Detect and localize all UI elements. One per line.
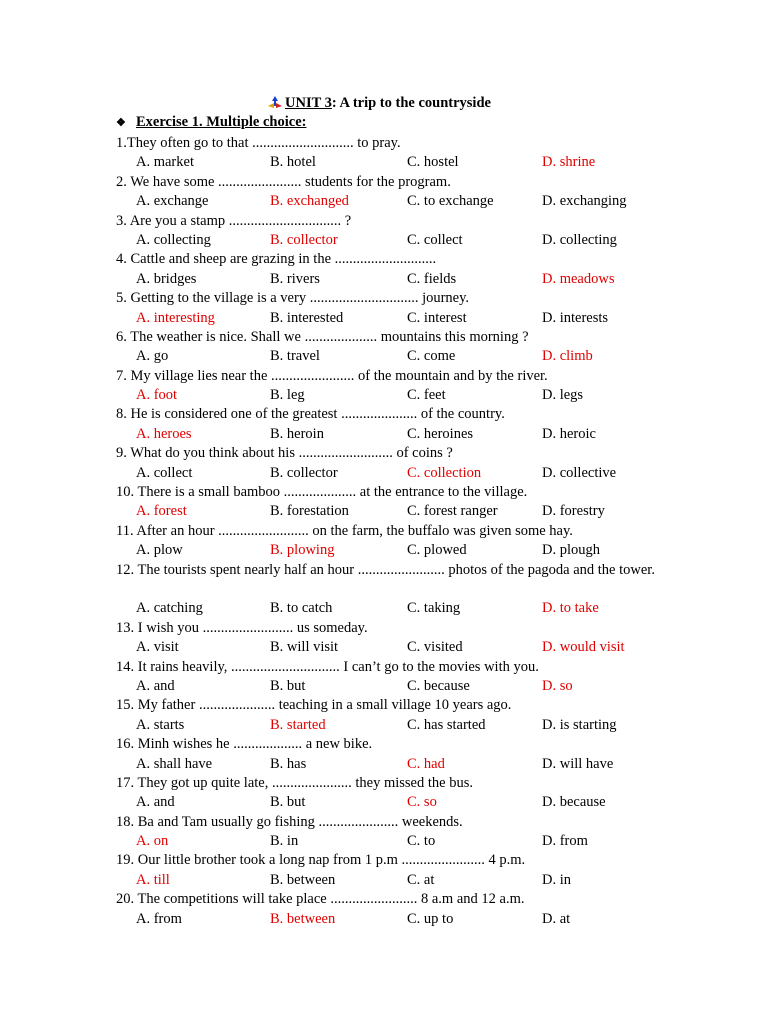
correct-answer-option: B. between bbox=[270, 910, 336, 927]
question-item bbox=[0, 250, 768, 289]
answer-option: D. collective bbox=[542, 464, 617, 481]
answer-option: D. exchanging bbox=[542, 193, 627, 210]
answer-options bbox=[0, 871, 768, 890]
question-item bbox=[0, 134, 768, 173]
answer-option: B. heroin bbox=[270, 425, 324, 442]
answer-option: C. fields bbox=[407, 270, 457, 287]
question-text: 12. The tourists spent nearly half an hour ........................ photos of the pagoda and the tower. bbox=[116, 561, 655, 578]
question-item bbox=[0, 173, 768, 212]
question-text: 20. The competitions will take place ........................ 8 a.m and 12 a.m. bbox=[116, 891, 525, 908]
answer-option: D. at bbox=[542, 910, 571, 927]
answer-option: D. in bbox=[542, 871, 571, 888]
question-item bbox=[0, 289, 768, 328]
correct-answer-option: D. would visit bbox=[542, 639, 625, 656]
question-item bbox=[0, 483, 768, 522]
answer-option: D. interests bbox=[542, 309, 609, 326]
question-text: 9. What do you think about his .......................... of coins ? bbox=[116, 445, 453, 462]
question-item bbox=[0, 328, 768, 367]
question-text: 7. My village lies near the ....................... of the mountain and by the river. bbox=[116, 367, 548, 384]
answer-options bbox=[0, 386, 768, 405]
question-item bbox=[0, 212, 768, 251]
answer-options bbox=[0, 599, 768, 618]
question-item bbox=[0, 522, 768, 561]
answer-options bbox=[0, 716, 768, 735]
answer-option: C. hostel bbox=[407, 154, 459, 171]
answer-option: A. market bbox=[136, 154, 194, 171]
answer-option: A. and bbox=[136, 794, 175, 811]
correct-answer-option: D. so bbox=[542, 677, 573, 694]
correct-answer-option: A. on bbox=[136, 833, 169, 850]
answer-option: B. travel bbox=[270, 348, 320, 365]
answer-option: A. plow bbox=[136, 542, 183, 559]
answer-option: D. because bbox=[542, 794, 606, 811]
answer-option: A. from bbox=[136, 910, 182, 927]
answer-option: C. collect bbox=[407, 231, 463, 248]
answer-option: A. shall have bbox=[136, 755, 213, 772]
answer-option: D. is starting bbox=[542, 716, 617, 733]
answer-option: A. collecting bbox=[136, 231, 211, 248]
answer-options bbox=[0, 638, 768, 657]
question-item bbox=[0, 367, 768, 406]
answer-options bbox=[0, 541, 768, 560]
question-text: 15. My father ..................... teaching in a small village 10 years ago. bbox=[116, 697, 512, 714]
answer-option: C. has started bbox=[407, 716, 486, 733]
answer-option: B. in bbox=[270, 833, 299, 850]
answer-option: D. will have bbox=[542, 755, 614, 772]
answer-options bbox=[0, 910, 768, 929]
question-item bbox=[0, 696, 768, 735]
answer-option: C. feet bbox=[407, 387, 446, 404]
question-item bbox=[0, 444, 768, 483]
question-text: 3. Are you a stamp ............................... ? bbox=[116, 212, 352, 229]
correct-answer-option: D. climb bbox=[542, 348, 593, 365]
question-text: 11. After an hour ......................... on the farm, the buffalo was given some hay. bbox=[116, 522, 573, 539]
answer-options bbox=[0, 832, 768, 851]
answer-option: B. forestation bbox=[270, 503, 349, 520]
question-text: 10. There is a small bamboo .................... at the entrance to the village. bbox=[116, 484, 528, 501]
answer-options bbox=[0, 231, 768, 250]
answer-option: A. starts bbox=[136, 716, 185, 733]
question-item bbox=[0, 658, 768, 697]
answer-option: A. collect bbox=[136, 464, 193, 481]
question-item bbox=[0, 774, 768, 813]
arrow-bullet-icon bbox=[268, 96, 282, 108]
answer-option: C. interest bbox=[407, 309, 467, 326]
correct-answer-option: D. shrine bbox=[542, 154, 596, 171]
answer-options bbox=[0, 755, 768, 774]
answer-option: B. but bbox=[270, 677, 306, 694]
answer-option: A. and bbox=[136, 677, 175, 694]
question-item bbox=[0, 890, 768, 929]
answer-option: C. visited bbox=[407, 639, 463, 656]
answer-option: D. collecting bbox=[542, 231, 617, 248]
question-text: 5. Getting to the village is a very .............................. journey. bbox=[116, 290, 470, 307]
correct-answer-option: D. to take bbox=[542, 600, 599, 617]
correct-answer-option: D. meadows bbox=[542, 270, 615, 287]
correct-answer-option: C. had bbox=[407, 755, 445, 772]
answer-option: C. up to bbox=[407, 910, 454, 927]
answer-option: C. at bbox=[407, 871, 435, 888]
question-text: 19. Our little brother took a long nap from 1 p.m ....................... 4 p.m. bbox=[116, 852, 526, 869]
answer-option: D. legs bbox=[542, 387, 584, 404]
unit-topic: : A trip to the countryside bbox=[331, 95, 491, 111]
answer-option: D. heroic bbox=[542, 425, 596, 442]
correct-answer-option: A. interesting bbox=[136, 309, 215, 326]
correct-answer-option: A. foot bbox=[136, 387, 178, 404]
exercise-title: Exercise 1. Multiple choice: bbox=[136, 114, 307, 130]
question-item bbox=[0, 813, 768, 852]
answer-option: B. between bbox=[270, 871, 336, 888]
question-item bbox=[0, 561, 768, 619]
answer-option: B. interested bbox=[270, 309, 344, 326]
answer-options bbox=[0, 347, 768, 366]
answer-option: C. because bbox=[407, 677, 470, 694]
answer-option: B. leg bbox=[270, 387, 305, 404]
diamond-bullet-icon: ❖ bbox=[116, 117, 126, 129]
question-text: 8. He is considered one of the greatest ..................... of the country. bbox=[116, 406, 505, 423]
answer-option: D. plough bbox=[542, 542, 600, 559]
question-list bbox=[0, 134, 768, 929]
question-text: 4. Cattle and sheep are grazing in the ............................ bbox=[116, 251, 437, 268]
question-text: 13. I wish you ......................... us someday. bbox=[116, 619, 368, 636]
answer-option: C. to bbox=[407, 833, 436, 850]
unit-label: UNIT 3 bbox=[285, 95, 332, 111]
answer-option: C. plowed bbox=[407, 542, 467, 559]
answer-option: B. has bbox=[270, 755, 307, 772]
question-text: 18. Ba and Tam usually go fishing ...................... weekends. bbox=[116, 813, 463, 830]
question-item bbox=[0, 735, 768, 774]
answer-option: B. will visit bbox=[270, 639, 339, 656]
unit-title bbox=[268, 95, 491, 112]
answer-option: C. forest ranger bbox=[407, 503, 498, 520]
answer-options bbox=[0, 153, 768, 172]
answer-option: C. taking bbox=[407, 600, 461, 617]
answer-options bbox=[0, 192, 768, 211]
answer-option: A. visit bbox=[136, 639, 179, 656]
answer-option: D. forestry bbox=[542, 503, 605, 520]
question-item bbox=[0, 851, 768, 890]
answer-options bbox=[0, 793, 768, 812]
answer-options bbox=[0, 309, 768, 328]
answer-option: B. to catch bbox=[270, 600, 333, 617]
answer-option: B. but bbox=[270, 794, 306, 811]
answer-options bbox=[0, 270, 768, 289]
answer-option: D. from bbox=[542, 833, 588, 850]
correct-answer-option: A. heroes bbox=[136, 425, 192, 442]
correct-answer-option: B. collector bbox=[270, 231, 338, 248]
question-item bbox=[0, 405, 768, 444]
answer-option: C. come bbox=[407, 348, 456, 365]
question-text: 2. We have some ....................... students for the program. bbox=[116, 173, 451, 190]
answer-option: A. exchange bbox=[136, 193, 209, 210]
question-item bbox=[0, 619, 768, 658]
correct-answer-option: B. plowing bbox=[270, 542, 335, 559]
answer-option: B. hotel bbox=[270, 154, 316, 171]
question-text: 6. The weather is nice. Shall we .................... mountains this morning ? bbox=[116, 328, 529, 345]
answer-option: C. to exchange bbox=[407, 193, 494, 210]
question-text: 16. Minh wishes he ................... a new bike. bbox=[116, 736, 373, 753]
exercise-heading bbox=[116, 114, 306, 131]
answer-option: C. heroines bbox=[407, 425, 474, 442]
correct-answer-option: B. exchanged bbox=[270, 193, 349, 210]
answer-option: B. rivers bbox=[270, 270, 320, 287]
answer-option: A. go bbox=[136, 348, 169, 365]
answer-option: A. bridges bbox=[136, 270, 197, 287]
question-text: 1.They often go to that ............................ to pray. bbox=[116, 135, 401, 151]
question-text: 17. They got up quite late, ...................... they missed the bus. bbox=[116, 774, 473, 791]
correct-answer-option: B. started bbox=[270, 716, 326, 733]
answer-options bbox=[0, 464, 768, 483]
answer-options bbox=[0, 425, 768, 444]
answer-option: B. collector bbox=[270, 464, 338, 481]
question-text: 14. It rains heavily, .............................. I can’t go to the movies with you. bbox=[116, 658, 539, 675]
answer-options bbox=[0, 677, 768, 696]
correct-answer-option: C. collection bbox=[407, 464, 482, 481]
answer-options bbox=[0, 502, 768, 521]
correct-answer-option: C. so bbox=[407, 794, 437, 811]
correct-answer-option: A. till bbox=[136, 871, 170, 888]
answer-option: A. catching bbox=[136, 600, 203, 617]
correct-answer-option: A. forest bbox=[136, 503, 187, 520]
